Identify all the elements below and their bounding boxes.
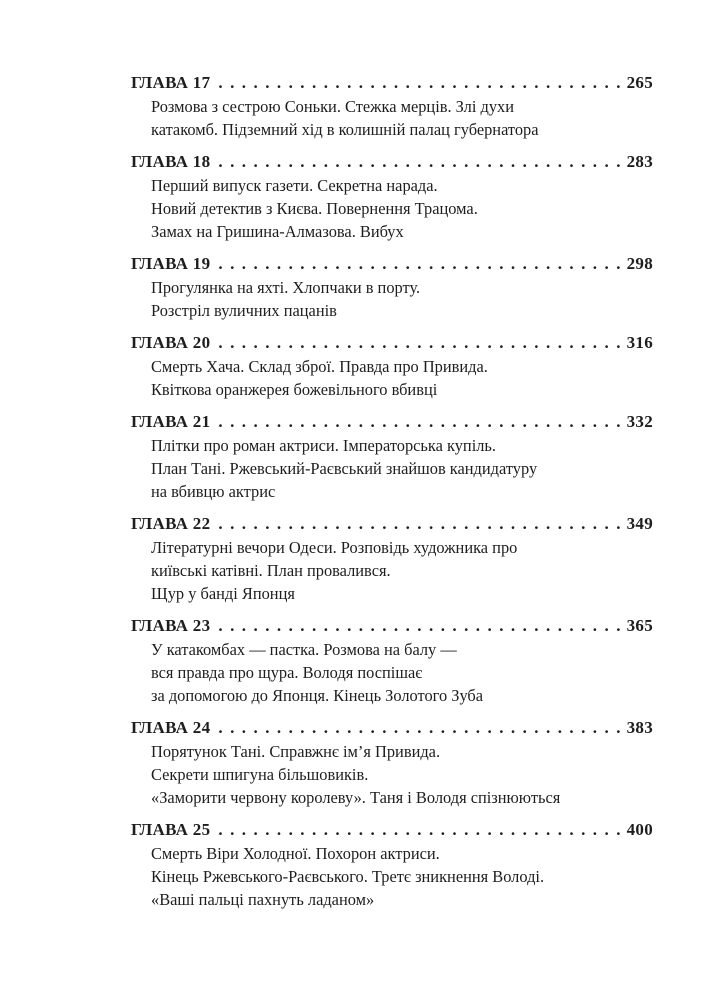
chapter-heading[interactable]: [131, 149, 653, 174]
page-number: 383: [626, 718, 653, 737]
summary-line: Прогулянка на яхті. Хлопчаки в порту.: [151, 278, 421, 297]
toc-entry-chapter-24[interactable]: [131, 715, 653, 809]
chapter-label: ГЛАВА 23: [131, 616, 211, 635]
summary-line: Замах на Гришина-Алмазова. Вибух: [151, 222, 404, 241]
page-number: 316: [626, 333, 653, 352]
chapter-label: ГЛАВА 19: [131, 254, 211, 273]
page-number: 283: [626, 152, 653, 171]
chapter-label: ГЛАВА 17: [131, 73, 211, 92]
page-number: 349: [626, 514, 653, 533]
summary-line: Смерть Віри Холодної. Похорон актриси.: [151, 844, 440, 863]
chapter-heading[interactable]: [131, 715, 653, 740]
chapter-summary: [151, 842, 653, 911]
summary-line: Літературні вечори Одеси. Розповідь художника про: [151, 538, 518, 557]
dot-leader: [218, 715, 623, 740]
dot-leader: [218, 613, 623, 638]
chapter-label: ГЛАВА 24: [131, 718, 211, 737]
chapter-summary: [151, 638, 653, 707]
chapter-label: ГЛАВА 20: [131, 333, 211, 352]
summary-line: на вбивцю актрис: [151, 482, 276, 501]
summary-line: Секрети шпигуна більшовиків.: [151, 765, 369, 784]
chapter-label: ГЛАВА 22: [131, 514, 211, 533]
toc-entry-chapter-17[interactable]: [131, 70, 653, 141]
summary-line: Порятунок Тані. Справжнє ім’я Привида.: [151, 742, 441, 761]
chapter-summary: [151, 740, 653, 809]
summary-line: «Ваші пальці пахнуть ладаном»: [151, 890, 375, 909]
summary-line: «Заморити червону королеву». Таня і Володя спізнюються: [151, 788, 561, 807]
dot-leader: [218, 511, 623, 536]
chapter-heading[interactable]: [131, 251, 653, 276]
toc-entry-chapter-21[interactable]: [131, 409, 653, 503]
chapter-heading[interactable]: [131, 613, 653, 638]
chapter-heading[interactable]: [131, 70, 653, 95]
summary-line: Новий детектив з Києва. Повернення Трацома.: [151, 199, 478, 218]
chapter-heading[interactable]: [131, 817, 653, 842]
toc-entry-chapter-20[interactable]: [131, 330, 653, 401]
page-number: 298: [626, 254, 653, 273]
toc-entry-chapter-25[interactable]: [131, 817, 653, 911]
summary-line: Розмова з сестрою Соньки. Стежка мерців. Злі духи: [151, 97, 515, 116]
summary-line: катакомб. Підземний хід в колишній палац губернатора: [151, 120, 539, 139]
page-number: 400: [626, 820, 653, 839]
chapter-label: ГЛАВА 25: [131, 820, 211, 839]
summary-line: План Тані. Ржевський-Раєвський знайшов кандидатуру: [151, 459, 538, 478]
dot-leader: [218, 409, 623, 434]
summary-line: Кінець Ржевського-Раєвського. Третє зникнення Володі.: [151, 867, 545, 886]
chapter-summary: [151, 174, 653, 243]
dot-leader: [218, 330, 623, 355]
chapter-summary: [151, 434, 653, 503]
chapter-heading[interactable]: [131, 330, 653, 355]
toc-entry-chapter-18[interactable]: [131, 149, 653, 243]
summary-line: Щур у банді Японця: [151, 584, 295, 603]
chapter-label: ГЛАВА 21: [131, 412, 211, 431]
dot-leader: [218, 149, 623, 174]
toc-entry-chapter-22[interactable]: [131, 511, 653, 605]
toc-entry-chapter-23[interactable]: [131, 613, 653, 707]
page-number: 365: [626, 616, 653, 635]
chapter-summary: [151, 95, 653, 141]
summary-line: Смерть Хача. Склад зброї. Правда про Привида.: [151, 357, 488, 376]
page-number: 332: [626, 412, 653, 431]
chapter-summary: [151, 536, 653, 605]
table-of-contents: [131, 70, 653, 911]
page-number: 265: [626, 73, 653, 92]
chapter-label: ГЛАВА 18: [131, 152, 211, 171]
summary-line: за допомогою до Японця. Кінець Золотого Зуба: [151, 686, 484, 705]
dot-leader: [218, 817, 623, 842]
summary-line: У катакомбах — пастка. Розмова на балу —: [151, 640, 457, 659]
chapter-heading[interactable]: [131, 409, 653, 434]
dot-leader: [218, 251, 623, 276]
chapter-heading[interactable]: [131, 511, 653, 536]
summary-line: Розстріл вуличних пацанів: [151, 301, 337, 320]
summary-line: вся правда про щура. Володя поспішає: [151, 663, 423, 682]
toc-entry-chapter-19[interactable]: [131, 251, 653, 322]
chapter-summary: [151, 355, 653, 401]
summary-line: Плітки про роман актриси. Імператорська купіль.: [151, 436, 497, 455]
summary-line: Перший випуск газети. Секретна нарада.: [151, 176, 438, 195]
chapter-summary: [151, 276, 653, 322]
summary-line: київські катівні. План провалився.: [151, 561, 391, 580]
summary-line: Квіткова оранжерея божевільного вбивці: [151, 380, 438, 399]
dot-leader: [218, 70, 623, 95]
